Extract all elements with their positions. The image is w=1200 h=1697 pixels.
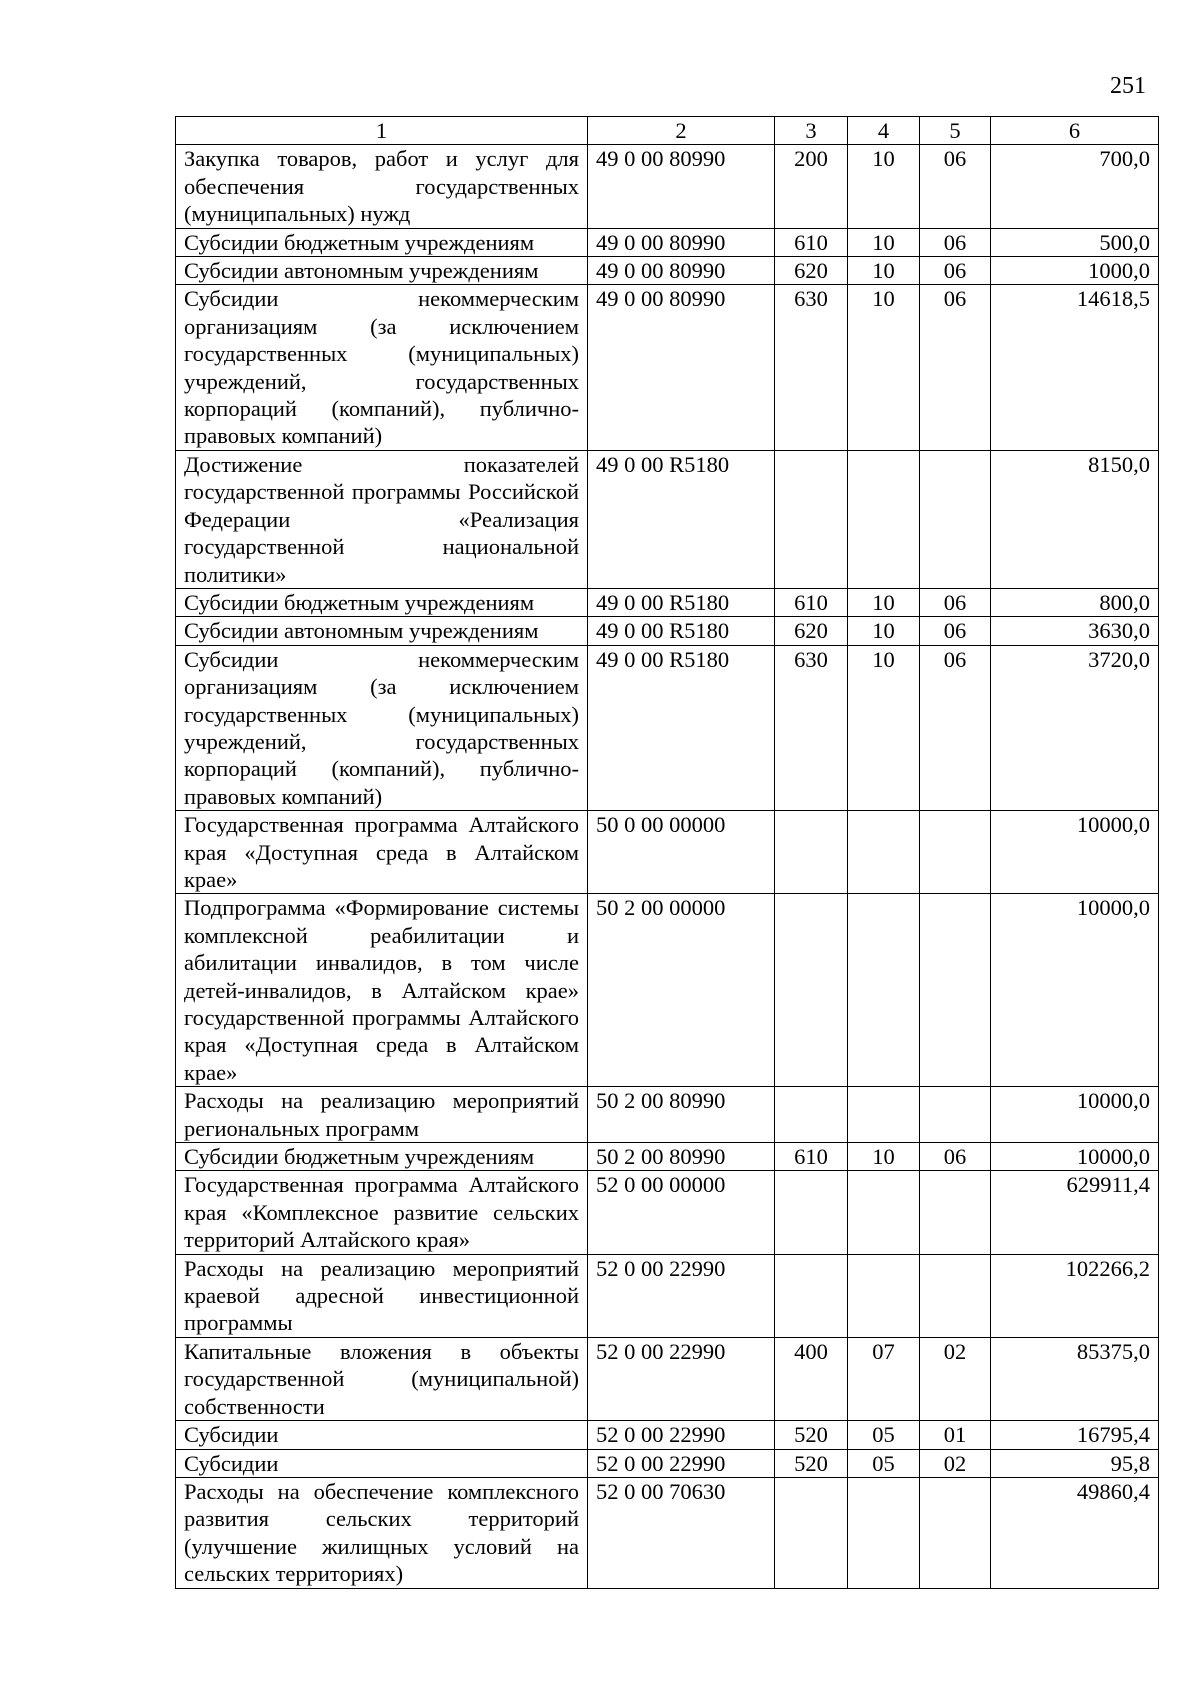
row-subsection-cell bbox=[920, 1171, 991, 1254]
row-name-cell: Закупка товаров, работ и услуг для обеспечения государственных (муниципальных) нужд bbox=[176, 145, 588, 228]
row-name-cell: Субсидии бюджетным учреждениям bbox=[176, 228, 588, 256]
row-amount-cell: 500,0 bbox=[991, 228, 1159, 256]
row-section-cell bbox=[848, 1087, 920, 1143]
row-section-cell bbox=[848, 1171, 920, 1254]
column-header: 2 bbox=[588, 117, 775, 145]
row-name-cell: Субсидии bbox=[176, 1449, 588, 1477]
row-subsection-cell: 06 bbox=[920, 285, 991, 450]
table-row bbox=[176, 1171, 1159, 1254]
row-section-cell: 05 bbox=[848, 1449, 920, 1477]
row-section-cell bbox=[848, 1254, 920, 1337]
row-expense-type-cell: 630 bbox=[775, 285, 848, 450]
row-amount-cell: 800,0 bbox=[991, 588, 1159, 616]
row-name-cell: Капитальные вложения в объекты государственной (муниципальной) собственности bbox=[176, 1337, 588, 1420]
row-section-cell: 10 bbox=[848, 145, 920, 228]
row-name-cell: Субсидии бюджетным учреждениям bbox=[176, 588, 588, 616]
row-expense-type-cell bbox=[775, 1254, 848, 1337]
row-expense-type-cell: 620 bbox=[775, 257, 848, 285]
row-code-cell: 50 0 00 00000 bbox=[588, 811, 775, 894]
row-subsection-cell: 06 bbox=[920, 145, 991, 228]
column-header: 3 bbox=[775, 117, 848, 145]
row-section-cell: 10 bbox=[848, 285, 920, 450]
row-amount-cell: 1000,0 bbox=[991, 257, 1159, 285]
row-section-cell: 05 bbox=[848, 1421, 920, 1449]
table-row bbox=[176, 228, 1159, 256]
row-amount-cell: 95,8 bbox=[991, 1449, 1159, 1477]
row-section-cell bbox=[848, 894, 920, 1087]
row-subsection-cell bbox=[920, 1254, 991, 1337]
row-amount-cell: 10000,0 bbox=[991, 811, 1159, 894]
row-code-cell: 52 0 00 22990 bbox=[588, 1449, 775, 1477]
row-name-cell: Субсидии bbox=[176, 1421, 588, 1449]
row-subsection-cell bbox=[920, 1477, 991, 1588]
row-name-cell: Государственная программа Алтайского края «Доступная среда в Алтайском крае» bbox=[176, 811, 588, 894]
row-subsection-cell: 02 bbox=[920, 1449, 991, 1477]
row-subsection-cell: 06 bbox=[920, 588, 991, 616]
row-code-cell: 50 2 00 80990 bbox=[588, 1087, 775, 1143]
row-code-cell: 52 0 00 22990 bbox=[588, 1254, 775, 1337]
row-expense-type-cell: 630 bbox=[775, 645, 848, 810]
row-subsection-cell: 06 bbox=[920, 645, 991, 810]
table-row bbox=[176, 1421, 1159, 1449]
row-subsection-cell bbox=[920, 1087, 991, 1143]
table-row bbox=[176, 645, 1159, 810]
row-code-cell: 49 0 00 80990 bbox=[588, 257, 775, 285]
row-name-cell: Достижение показателей государственной программы Российской Федерации «Реализация государственной национальной политики» bbox=[176, 450, 588, 588]
row-subsection-cell: 01 bbox=[920, 1421, 991, 1449]
row-code-cell: 52 0 00 22990 bbox=[588, 1421, 775, 1449]
row-section-cell: 10 bbox=[848, 588, 920, 616]
table-row bbox=[176, 1143, 1159, 1171]
row-expense-type-cell bbox=[775, 894, 848, 1087]
row-code-cell: 52 0 00 00000 bbox=[588, 1171, 775, 1254]
row-subsection-cell: 06 bbox=[920, 228, 991, 256]
row-code-cell: 52 0 00 22990 bbox=[588, 1337, 775, 1420]
row-expense-type-cell bbox=[775, 1477, 848, 1588]
row-subsection-cell bbox=[920, 450, 991, 588]
row-section-cell bbox=[848, 450, 920, 588]
row-subsection-cell: 02 bbox=[920, 1337, 991, 1420]
row-code-cell: 49 0 00 R5180 bbox=[588, 588, 775, 616]
row-amount-cell: 10000,0 bbox=[991, 894, 1159, 1087]
row-expense-type-cell: 520 bbox=[775, 1421, 848, 1449]
row-expense-type-cell bbox=[775, 811, 848, 894]
row-section-cell: 10 bbox=[848, 1143, 920, 1171]
row-subsection-cell: 06 bbox=[920, 257, 991, 285]
table-row bbox=[176, 145, 1159, 228]
table-row bbox=[176, 450, 1159, 588]
row-subsection-cell: 06 bbox=[920, 1143, 991, 1171]
budget-table bbox=[175, 116, 1159, 1589]
row-code-cell: 50 2 00 80990 bbox=[588, 1143, 775, 1171]
table-row bbox=[176, 1449, 1159, 1477]
row-name-cell: Субсидии некоммерческим организациям (за исключением государственных (муниципальных) учреждений, государственных корпораций (компаний), публично-правовых компаний) bbox=[176, 645, 588, 810]
row-name-cell: Расходы на обеспечение комплексного развития сельских территорий (улучшение жилищных условий на сельских территориях) bbox=[176, 1477, 588, 1588]
row-name-cell: Расходы на реализацию мероприятий региональных программ bbox=[176, 1087, 588, 1143]
row-code-cell: 49 0 00 80990 bbox=[588, 285, 775, 450]
row-name-cell: Расходы на реализацию мероприятий краевой адресной инвестиционной программы bbox=[176, 1254, 588, 1337]
row-section-cell: 10 bbox=[848, 228, 920, 256]
table-row bbox=[176, 1254, 1159, 1337]
row-name-cell: Субсидии автономным учреждениям bbox=[176, 617, 588, 645]
row-section-cell: 07 bbox=[848, 1337, 920, 1420]
row-code-cell: 49 0 00 R5180 bbox=[588, 645, 775, 810]
row-amount-cell: 3630,0 bbox=[991, 617, 1159, 645]
row-expense-type-cell: 610 bbox=[775, 1143, 848, 1171]
column-header: 1 bbox=[176, 117, 588, 145]
row-name-cell: Субсидии бюджетным учреждениям bbox=[176, 1143, 588, 1171]
table-row bbox=[176, 257, 1159, 285]
table-header-row bbox=[176, 117, 1159, 145]
table-row bbox=[176, 1087, 1159, 1143]
row-amount-cell: 14618,5 bbox=[991, 285, 1159, 450]
table-row bbox=[176, 1477, 1159, 1588]
table-row bbox=[176, 588, 1159, 616]
row-expense-type-cell: 610 bbox=[775, 228, 848, 256]
table-row bbox=[176, 894, 1159, 1087]
table-row bbox=[176, 285, 1159, 450]
row-expense-type-cell: 610 bbox=[775, 588, 848, 616]
table-body bbox=[176, 145, 1159, 1588]
row-amount-cell: 16795,4 bbox=[991, 1421, 1159, 1449]
row-section-cell: 10 bbox=[848, 257, 920, 285]
row-section-cell bbox=[848, 811, 920, 894]
table-row bbox=[176, 617, 1159, 645]
row-amount-cell: 102266,2 bbox=[991, 1254, 1159, 1337]
row-amount-cell: 629911,4 bbox=[991, 1171, 1159, 1254]
row-amount-cell: 85375,0 bbox=[991, 1337, 1159, 1420]
row-name-cell: Подпрограмма «Формирование системы комплексной реабилитации и абилитации инвалидов, в том числе детей-инвалидов, в Алтайском крае» государственной программы Алтайского края «Доступная среда в Алтайском крае» bbox=[176, 894, 588, 1087]
row-amount-cell: 8150,0 bbox=[991, 450, 1159, 588]
row-code-cell: 52 0 00 70630 bbox=[588, 1477, 775, 1588]
row-amount-cell: 3720,0 bbox=[991, 645, 1159, 810]
row-subsection-cell bbox=[920, 894, 991, 1087]
table-row bbox=[176, 811, 1159, 894]
row-expense-type-cell: 620 bbox=[775, 617, 848, 645]
row-expense-type-cell bbox=[775, 1087, 848, 1143]
column-header: 5 bbox=[920, 117, 991, 145]
row-code-cell: 50 2 00 00000 bbox=[588, 894, 775, 1087]
row-expense-type-cell: 520 bbox=[775, 1449, 848, 1477]
row-name-cell: Субсидии некоммерческим организациям (за исключением государственных (муниципальных) учреждений, государственных корпораций (компаний), публично-правовых компаний) bbox=[176, 285, 588, 450]
row-expense-type-cell bbox=[775, 450, 848, 588]
row-name-cell: Государственная программа Алтайского края «Комплексное развитие сельских территорий Алтайского края» bbox=[176, 1171, 588, 1254]
row-code-cell: 49 0 00 80990 bbox=[588, 145, 775, 228]
row-expense-type-cell: 400 bbox=[775, 1337, 848, 1420]
row-subsection-cell bbox=[920, 811, 991, 894]
row-section-cell: 10 bbox=[848, 645, 920, 810]
column-header: 4 bbox=[848, 117, 920, 145]
row-amount-cell: 10000,0 bbox=[991, 1087, 1159, 1143]
row-amount-cell: 700,0 bbox=[991, 145, 1159, 228]
row-expense-type-cell: 200 bbox=[775, 145, 848, 228]
row-code-cell: 49 0 00 80990 bbox=[588, 228, 775, 256]
row-section-cell bbox=[848, 1477, 920, 1588]
row-code-cell: 49 0 00 R5180 bbox=[588, 450, 775, 588]
page-number: 251 bbox=[1110, 73, 1146, 99]
row-section-cell: 10 bbox=[848, 617, 920, 645]
column-header: 6 bbox=[991, 117, 1159, 145]
row-subsection-cell: 06 bbox=[920, 617, 991, 645]
row-amount-cell: 10000,0 bbox=[991, 1143, 1159, 1171]
row-code-cell: 49 0 00 R5180 bbox=[588, 617, 775, 645]
table-row bbox=[176, 1337, 1159, 1420]
row-name-cell: Субсидии автономным учреждениям bbox=[176, 257, 588, 285]
row-amount-cell: 49860,4 bbox=[991, 1477, 1159, 1588]
row-expense-type-cell bbox=[775, 1171, 848, 1254]
